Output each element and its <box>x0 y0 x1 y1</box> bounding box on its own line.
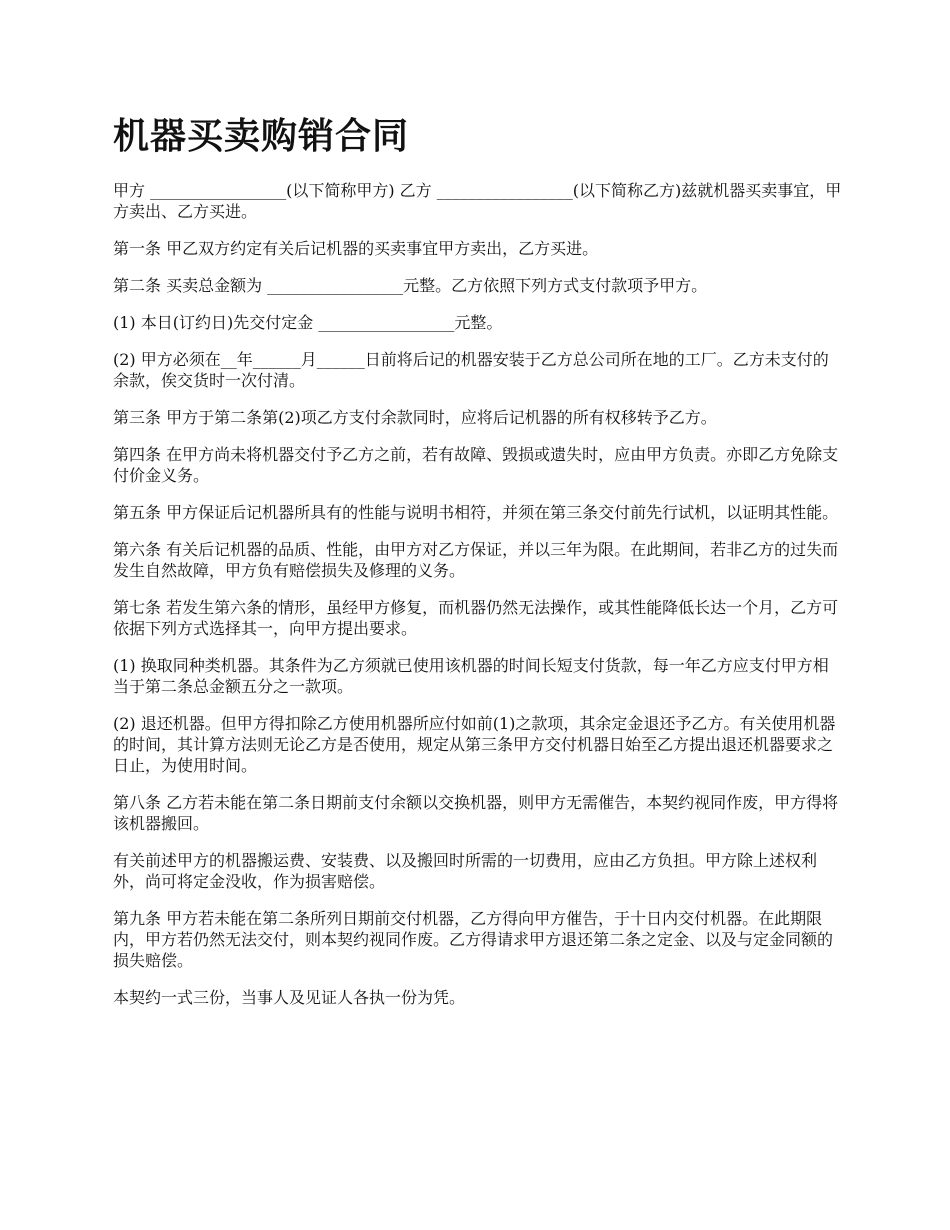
paragraph-article-2: 第二条 买卖总金额为 _________________元整。乙方依照下列方式支付款项予甲方。 <box>113 276 708 295</box>
paragraph-article-5: 第五条 甲方保证后记机器所具有的性能与说明书相符，并须在第三条交付前先行试机，以证明其性能。 <box>113 503 839 522</box>
paragraph-copies: 本契约一式三份，当事人及见证人各执一份为凭。 <box>113 988 466 1007</box>
paragraph-article-9: 第九条 甲方若未能在第二条所列日期前交付机器，乙方得向甲方催告，于十日内交付机器。在此期限内，甲方若仍然无法交付，则本契约视同作废。乙方得请求甲方退还第二条之定金、以及与定金同额的损失赔偿。 <box>113 909 834 970</box>
paragraph-article-7-item-1: (1) 换取同种类机器。其条件为乙方须就已使用该机器的时间长短支付货款，每一年乙方应支付甲方相当于第二条总金额五分之一款项。 <box>113 656 829 696</box>
paragraph-article-2-item-2: (2) 甲方必须在__年______月______日前将后记的机器安装于乙方总公司所在地的工厂。乙方未支付的余款，俟交货时一次付清。 <box>113 350 829 390</box>
paragraph-parties: 甲方 _________________(以下简称甲方) 乙方 _________________(以下简称乙方)兹就机器买卖事宜，甲方卖出、乙方买进。 <box>113 181 842 221</box>
document-title: 机器买卖购销合同 <box>113 115 410 157</box>
paragraph-article-3: 第三条 甲方于第二条第(2)项乙方支付余款同时，应将后记机器的所有权移转予乙方。 <box>113 408 717 427</box>
paragraph-article-8-costs: 有关前述甲方的机器搬运费、安装费、以及搬回时所需的一切费用，应由乙方负担。甲方除上述权利外，尚可将定金没收，作为损害赔偿。 <box>113 851 818 891</box>
paragraph-article-6: 第六条 有关后记机器的品质、性能，由甲方对乙方保证，并以三年为限。在此期间，若非乙方的过失而发生自然故障，甲方负有赔偿损失及修理的义务。 <box>113 540 839 580</box>
document-body <box>113 180 843 1024</box>
paragraph-article-7: 第七条 若发生第六条的情形，虽经甲方修复，而机器仍然无法操作，或其性能降低长达一个月，乙方可依据下列方式选择其一，向甲方提出要求。 <box>113 598 839 638</box>
paragraph-article-8: 第八条 乙方若未能在第二条日期前支付余额以交换机器，则甲方无需催告，本契约视同作废，甲方得将该机器搬回。 <box>113 793 839 833</box>
paragraph-article-7-item-2: (2) 退还机器。但甲方得扣除乙方使用机器所应付如前(1)之款项，其余定金退还予乙方。有关使用机器的时间，其计算方法则无论乙方是否使用，规定从第三条甲方交付机器日始至乙方提出退还机器要求之日止，为使用时间。 <box>113 714 836 775</box>
paragraph-article-2-item-1: (1) 本日(订约日)先交付定金 _________________元整。 <box>113 313 503 332</box>
paragraph-article-4: 第四条 在甲方尚未将机器交付予乙方之前，若有故障、毁损或遗失时，应由甲方负责。亦即乙方免除支付价金义务。 <box>113 445 839 485</box>
paragraph-article-1: 第一条 甲乙双方约定有关后记机器的买卖事宜甲方卖出，乙方买进。 <box>113 239 599 258</box>
